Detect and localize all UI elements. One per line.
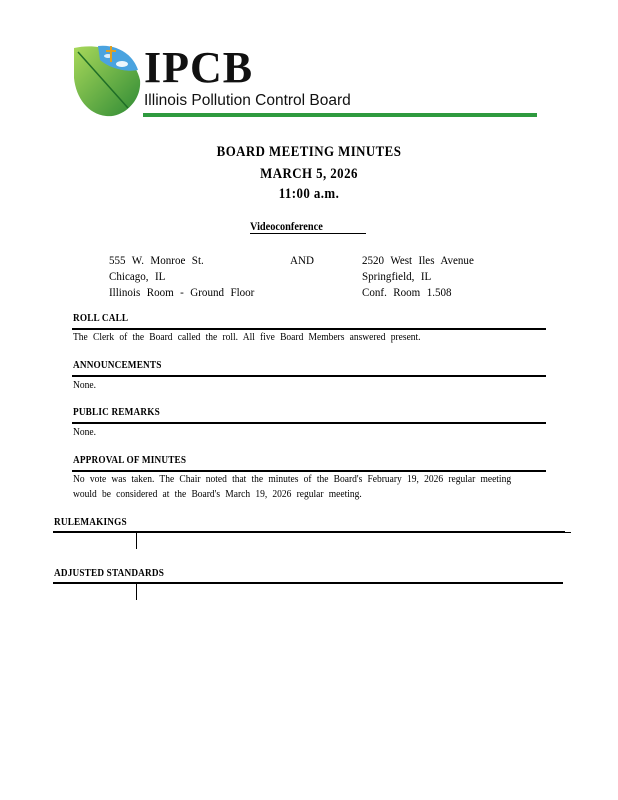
adjusted-standards-heading: ADJUSTED STANDARDS bbox=[54, 568, 165, 579]
location-line: Conf. Room 1.508 bbox=[362, 285, 452, 299]
meeting-date: MARCH 5, 2026 bbox=[260, 166, 358, 182]
roll-call-text: The Clerk of the Board called the roll. All five Board Members answered present. bbox=[73, 332, 421, 343]
meeting-time: 11:00 a.m. bbox=[278, 186, 340, 202]
roll-call-heading: ROLL CALL bbox=[73, 313, 129, 324]
location-line: Chicago, IL bbox=[109, 269, 166, 283]
document-title: BOARD MEETING MINUTES bbox=[216, 144, 402, 160]
location-connector: AND bbox=[290, 253, 314, 267]
location-line: 2520 West Iles Avenue bbox=[362, 253, 474, 267]
section-rule bbox=[53, 531, 565, 533]
announcements-text: None. bbox=[73, 380, 96, 391]
meeting-mode: Videoconference bbox=[250, 219, 323, 233]
organization-name: Illinois Pollution Control Board bbox=[144, 92, 351, 109]
approval-of-minutes-heading: APPROVAL OF MINUTES bbox=[73, 455, 187, 466]
table-column-divider bbox=[136, 584, 137, 600]
section-rule bbox=[72, 422, 546, 424]
table-column-divider bbox=[136, 533, 137, 549]
header-rule bbox=[143, 113, 537, 117]
logo-text: IPCB bbox=[144, 43, 254, 92]
location-line: Springfield, IL bbox=[362, 269, 432, 283]
meeting-mode-underline bbox=[250, 233, 366, 234]
public-remarks-heading: PUBLIC REMARKS bbox=[73, 407, 160, 418]
section-rule bbox=[72, 375, 546, 377]
location-line: Illinois Room - Ground Floor bbox=[109, 285, 255, 299]
location-chicago bbox=[109, 252, 254, 300]
location-springfield bbox=[362, 252, 474, 300]
rulemakings-heading: RULEMAKINGS bbox=[54, 517, 127, 528]
ipcb-leaf-logo-icon bbox=[70, 42, 142, 118]
approval-of-minutes-text: No vote was taken. The Chair noted that the minutes of the Board's February 19, 2026 regular meeting would be considered at the Board's March 19, 2026 regular meeting. bbox=[73, 474, 512, 500]
public-remarks-text: None. bbox=[73, 427, 96, 438]
section-rule-tail bbox=[565, 532, 571, 533]
announcements-heading: ANNOUNCEMENTS bbox=[73, 360, 162, 371]
location-line: 555 W. Monroe St. bbox=[109, 253, 204, 267]
section-rule bbox=[53, 582, 563, 584]
